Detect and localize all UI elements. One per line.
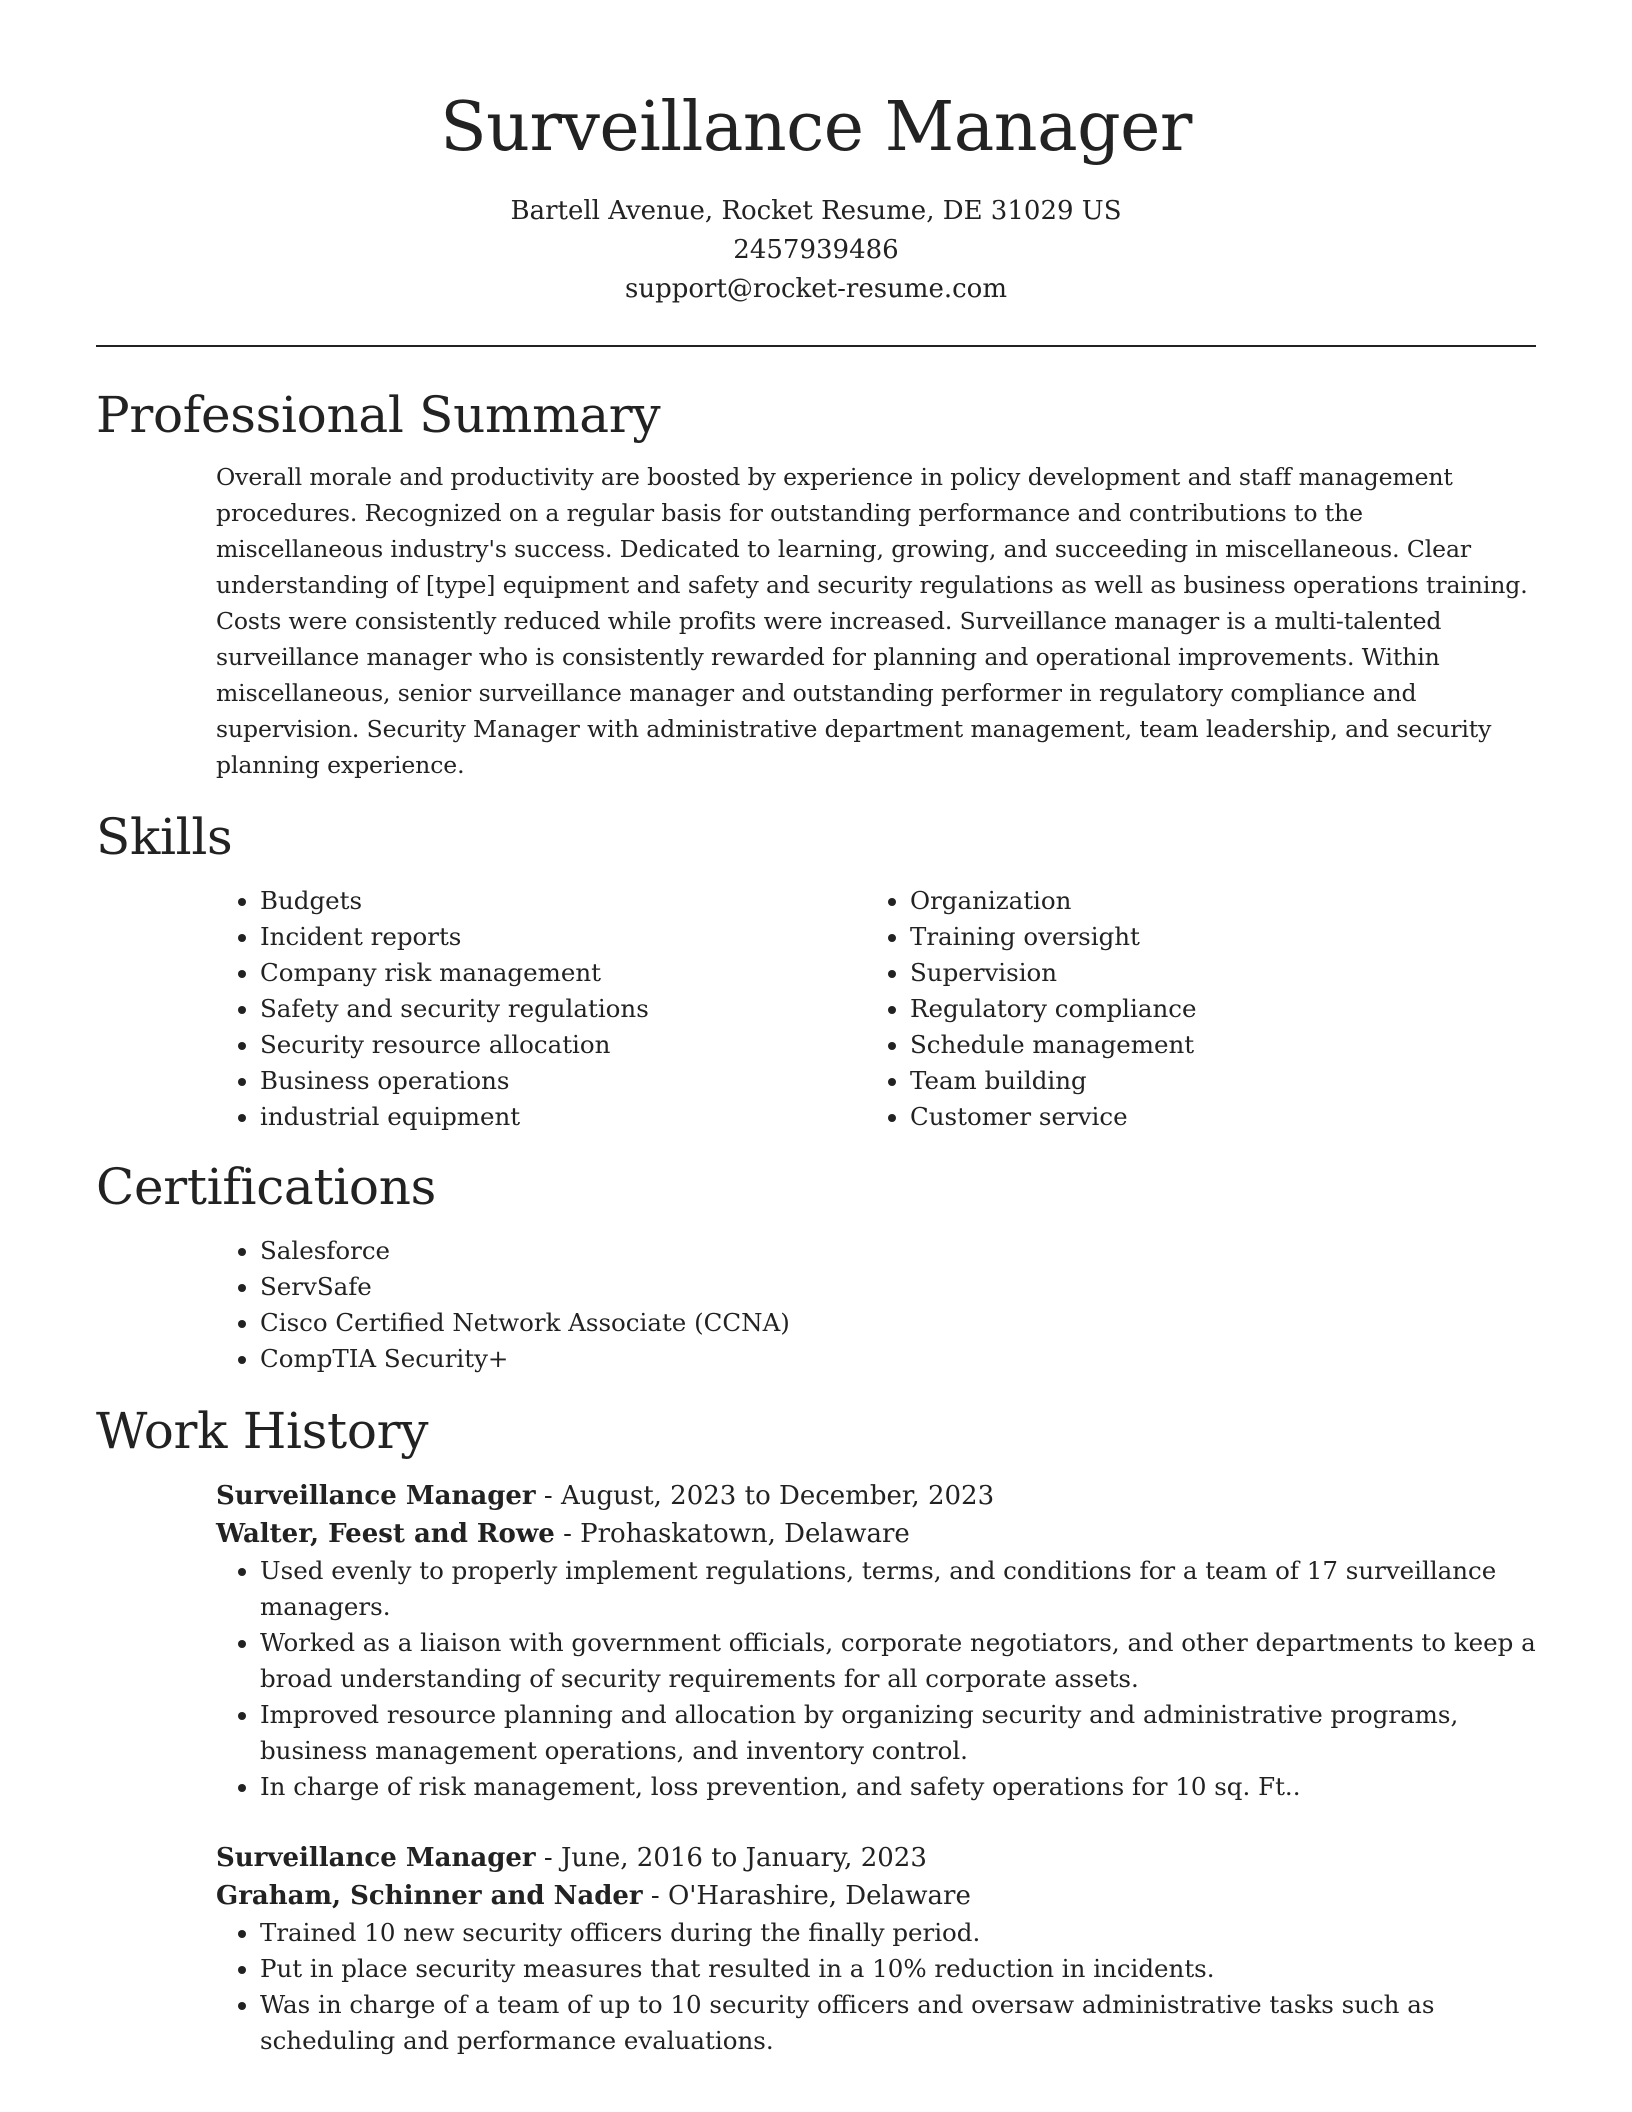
- header-divider: [96, 345, 1536, 347]
- job-location: - Prohaskatown, Delaware: [554, 1519, 910, 1549]
- contact-email: support@rocket-resume.com: [624, 274, 1007, 304]
- job-bullet: • In charge of risk management, loss prevention, and safety operations for 10 sq. Ft..: [260, 1769, 1536, 1805]
- summary-section: [96, 385, 1536, 783]
- contact-block: [96, 192, 1536, 309]
- job-bullet: • Improved resource planning and allocation by organizing security and administrative programs, business management operations, and inventory control.: [260, 1697, 1536, 1769]
- skill-item: • Supervision: [910, 955, 1516, 991]
- skill-item: • Incident reports: [260, 919, 866, 955]
- job-company-line: [216, 1877, 1536, 1915]
- skill-item: • industrial equipment: [260, 1099, 866, 1135]
- certification-item: • Salesforce: [260, 1233, 1536, 1269]
- skill-item: • Schedule management: [910, 1027, 1516, 1063]
- skill-item: • Customer service: [910, 1099, 1516, 1135]
- resume-page: [96, 0, 1536, 2059]
- job-role: Surveillance Manager: [216, 1481, 536, 1511]
- job-role: Surveillance Manager: [216, 1843, 536, 1873]
- job-bullet: • Put in place security measures that resulted in a 10% reduction in incidents.: [260, 1951, 1536, 1987]
- certification-item: • Cisco Certified Network Associate (CCNA): [260, 1305, 1536, 1341]
- skill-item: • Team building: [910, 1063, 1516, 1099]
- skill-item: • Budgets: [260, 883, 866, 919]
- candidate-name: Surveillance Manager: [440, 88, 1192, 167]
- job-company-line: [216, 1515, 1536, 1553]
- job-bullet: • Was in charge of a team of up to 10 security officers and oversaw administrative tasks such as scheduling and performance evaluations.: [260, 1987, 1536, 2059]
- job-entry: [96, 1477, 1536, 1805]
- skills-section: [96, 807, 1536, 1135]
- skill-item: • Company risk management: [260, 955, 866, 991]
- skills-column-left: [216, 883, 866, 1135]
- skills-column-right: [866, 883, 1516, 1135]
- job-dates: - August, 2023 to December, 2023: [535, 1481, 995, 1511]
- job-bullets: [216, 1553, 1536, 1805]
- section-title-work-history: Work History: [96, 1402, 429, 1460]
- job-bullets: [216, 1915, 1536, 2059]
- contact-phone: 2457939486: [733, 235, 899, 265]
- job-company: Graham, Schinner and Nader: [216, 1881, 643, 1911]
- skill-item: • Training oversight: [910, 919, 1516, 955]
- skill-item: • Safety and security regulations: [260, 991, 866, 1027]
- skill-item: • Organization: [910, 883, 1516, 919]
- skills-columns: [96, 883, 1536, 1135]
- job-title-line: [216, 1477, 1536, 1515]
- certifications-list-wrap: [96, 1233, 1536, 1377]
- job-bullet: • Trained 10 new security officers during the finally period.: [260, 1915, 1536, 1951]
- contact-address: Bartell Avenue, Rocket Resume, DE 31029 US: [510, 196, 1122, 226]
- certifications-list: [216, 1233, 1536, 1377]
- certifications-section: [96, 1157, 1536, 1377]
- job-title-line: [216, 1839, 1536, 1877]
- job-bullet: • Used evenly to properly implement regulations, terms, and conditions for a team of 17 surveillance managers.: [260, 1553, 1536, 1625]
- skill-item: • Security resource allocation: [260, 1027, 866, 1063]
- job-company: Walter, Feest and Rowe: [216, 1519, 555, 1549]
- certification-item: • CompTIA Security+: [260, 1341, 1536, 1377]
- certification-item: • ServSafe: [260, 1269, 1536, 1305]
- job-dates: - June, 2016 to January, 2023: [535, 1843, 927, 1873]
- resume-header: [96, 0, 1536, 309]
- job-entry: [96, 1839, 1536, 2059]
- skill-item: • Business operations: [260, 1063, 866, 1099]
- job-location: - O'Harashire, Delaware: [642, 1881, 971, 1911]
- section-title-certifications: Certifications: [96, 1158, 436, 1216]
- section-title-skills: Skills: [96, 808, 233, 866]
- job-bullet: • Worked as a liaison with government officials, corporate negotiators, and other departments to keep a broad understanding of security requirements for all corporate assets.: [260, 1625, 1536, 1697]
- work-history-section: [96, 1401, 1536, 2059]
- summary-text: Overall morale and productivity are boosted by experience in policy development and staff management procedures. Recognized on a regular basis for outstanding performance and contributions to the miscellaneous industry's success. Dedicated to learning, growing, and succeeding in miscellaneous. Clear understanding of [type] equipment and safety and security regulations as well as business operations training. Costs were consistently reduced while profits were increased. Surveillance manager is a multi-talented surveillance manager who is consistently rewarded for planning and operational improvements. Within miscellaneous, senior surveillance manager and outstanding performer in regulatory compliance and supervision. Security Manager with administrative department management, team leadership, and security planning experience.: [216, 463, 1528, 779]
- skill-item: • Regulatory compliance: [910, 991, 1516, 1027]
- section-title-summary: Professional Summary: [96, 386, 661, 444]
